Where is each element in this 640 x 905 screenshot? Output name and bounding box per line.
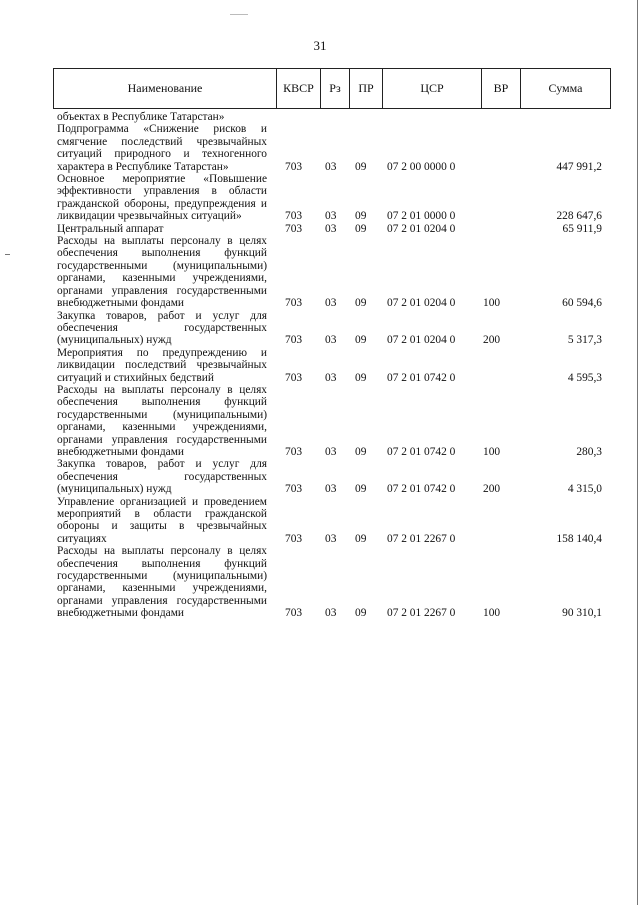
table-row [57,173,607,223]
budget-table-body [57,111,607,620]
row-kvsr: 703 [285,334,303,347]
row-csr: 07 2 01 0742 0 [387,445,456,458]
table-row [57,545,607,619]
row-rz: 03 [325,371,337,384]
header-vr: ВР [482,69,521,108]
row-name: Центральный аппарат [57,222,164,235]
row-name: объектах в Республике Татарстан» [57,111,225,123]
row-sum: 90 310,1 [562,607,602,620]
row-sum: 60 594,6 [562,297,602,310]
row-name: Расходы на выплаты персоналу в целях обеспечения выполнения функций государственными (муниципальными) органами, казенными учреждениями, органами управления государственными внебюджетными фондами [57,545,267,620]
row-pr: 09 [355,210,367,223]
header-rz: Рз [321,69,350,108]
scan-mark [5,254,10,255]
row-csr: 07 2 01 0742 0 [387,371,456,384]
row-name: Закупка товаров, работ и услуг для обеспечения государственных (муниципальных) нужд [57,309,267,347]
table-row [57,123,607,173]
table-row [57,310,607,347]
row-sum: 158 140,4 [556,532,602,545]
row-rz: 03 [325,607,337,620]
header-sum: Сумма [548,81,583,95]
row-name: Расходы на выплаты персоналу в целях обеспечения выполнения функций государственными (муниципальными) органами, казенными учреждениями, органами управления государственными внебюджетными фондами [57,235,267,310]
row-pr: 09 [355,607,367,620]
row-rz: 03 [325,210,337,223]
row-csr: 07 2 01 0204 0 [387,222,456,235]
row-sum: 280,3 [576,445,602,458]
row-sum: 228 647,6 [556,210,602,223]
table-row [57,496,607,546]
header-kvsr: КВСР [277,69,321,108]
row-csr: 07 2 01 2267 0 [387,532,456,545]
row-vr: 200 [483,334,501,347]
row-pr: 09 [355,222,367,235]
row-name: Мероприятия по предупреждению и ликвидации последствий чрезвычайных ситуаций и стихийных бедствий [57,346,267,384]
row-name: Расходы на выплаты персоналу в целях обеспечения выполнения функций государственными (муниципальными) органами, казенными учреждениями, органами управления государственными внебюджетными фондами [57,383,267,458]
header-name: Наименование [54,69,277,108]
row-name: Основное мероприятие «Повышение эффективности управления в области гражданской обороны, предупреждения и ликвидации чрезвычайных ситуаций» [57,173,267,223]
row-sum: 65 911,9 [562,222,602,235]
table-row [57,111,607,123]
row-csr: 07 2 00 0000 0 [387,160,456,173]
row-csr: 07 2 01 2267 0 [387,607,456,620]
scan-edge-line [637,0,638,905]
row-pr: 09 [355,445,367,458]
row-rz: 03 [325,532,337,545]
row-kvsr: 703 [285,222,303,235]
row-vr: 100 [483,297,501,310]
row-pr: 09 [355,483,367,496]
row-csr: 07 2 01 0204 0 [387,334,456,347]
row-sum: 447 991,2 [556,160,602,173]
row-pr: 09 [355,532,367,545]
row-rz: 03 [325,160,337,173]
row-kvsr: 703 [285,210,303,223]
row-csr: 07 2 01 0204 0 [387,297,456,310]
row-vr: 100 [483,607,501,620]
row-name: Подпрограмма «Снижение рисков и смягчение последствий чрезвычайных ситуаций природного и техногенного характера в Республике Татарстан» [57,123,267,173]
row-kvsr: 703 [285,483,303,496]
row-name: Управление организацией и проведением мероприятий в области гражданской обороны и защиты в чрезвычайных ситуациях [57,495,267,545]
row-pr: 09 [355,297,367,310]
row-rz: 03 [325,445,337,458]
row-rz: 03 [325,483,337,496]
row-sum: 4 315,0 [567,483,602,496]
row-rz: 03 [325,222,337,235]
row-name: Закупка товаров, работ и услуг для обеспечения государственных (муниципальных) нужд [57,458,267,496]
row-kvsr: 703 [285,607,303,620]
row-kvsr: 703 [285,445,303,458]
table-row [57,235,607,309]
table-row [57,458,607,495]
row-pr: 09 [355,371,367,384]
row-vr: 200 [483,483,501,496]
row-kvsr: 703 [285,371,303,384]
row-kvsr: 703 [285,297,303,310]
row-csr: 07 2 01 0000 0 [387,210,456,223]
table-row [57,384,607,458]
scan-mark [230,14,248,15]
row-sum: 4 595,3 [567,371,602,384]
row-rz: 03 [325,297,337,310]
header-pr: ПР [350,69,383,108]
row-sum: 5 317,3 [567,334,602,347]
row-kvsr: 703 [285,160,303,173]
table-row [57,223,607,235]
row-rz: 03 [325,334,337,347]
table-row [57,347,607,384]
table-header [53,68,611,109]
row-pr: 09 [355,334,367,347]
row-vr: 100 [483,445,501,458]
page-number: 31 [313,38,327,53]
row-kvsr: 703 [285,532,303,545]
row-csr: 07 2 01 0742 0 [387,483,456,496]
row-pr: 09 [355,160,367,173]
header-csr: ЦСР [383,69,482,108]
